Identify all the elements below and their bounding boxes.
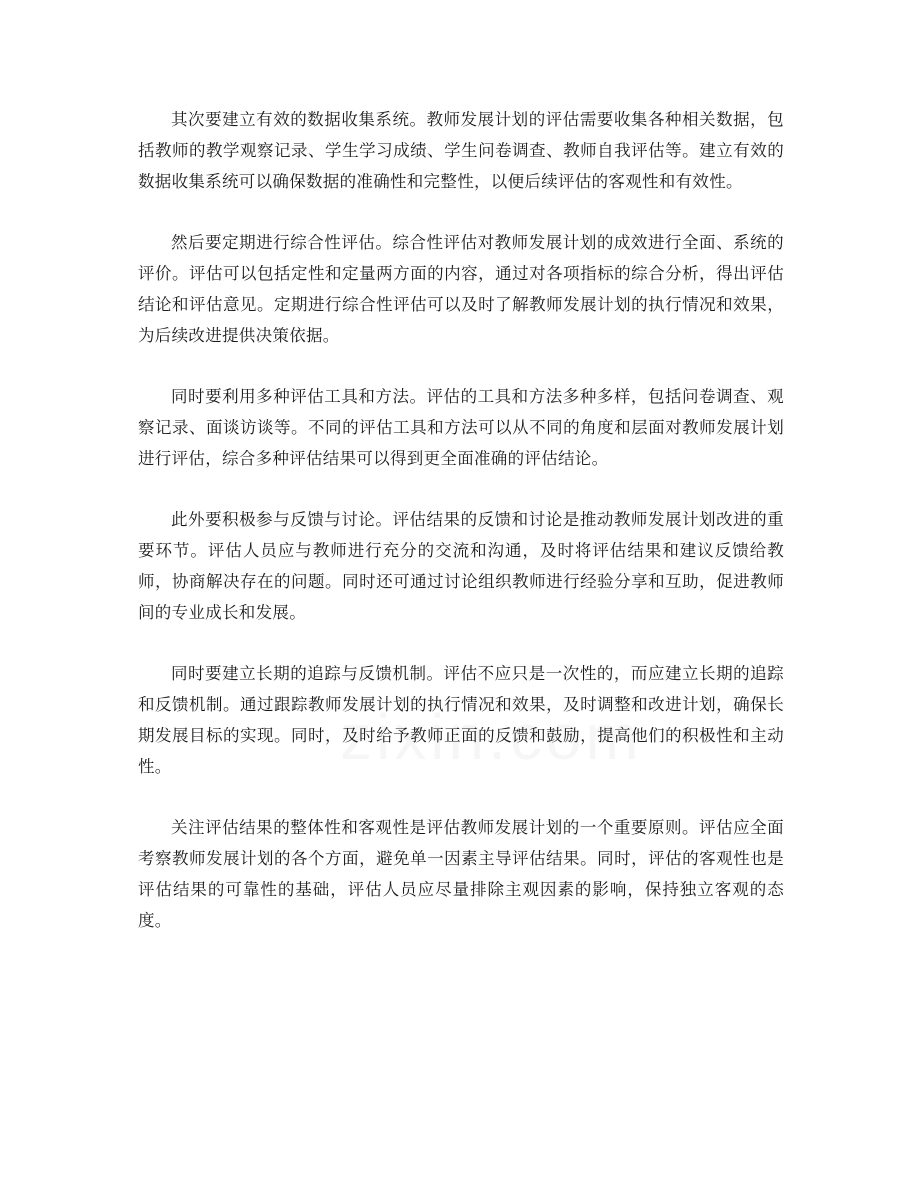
document-body [138,104,784,966]
paragraph: 此外要积极参与反馈与讨论。评估结果的反馈和讨论是推动教师发展计划改进的重要环节。评估人员应与教师进行充分的交流和沟通，及时将评估结果和建议反馈给教师，协商解决存在的问题。同时还可通过讨论组织教师进行经验分享和互助，促进教师间的专业成长和发展。 [138,510,784,622]
paragraph: 同时要利用多种评估工具和方法。评估的工具和方法多种多样，包括问卷调查、观察记录、面谈访谈等。不同的评估工具和方法可以从不同的角度和层面对教师发展计划进行评估，综合多种评估结果可以得到更全面准确的评估结论。 [138,387,784,468]
paragraph: 其次要建立有效的数据收集系统。教师发展计划的评估需要收集各种相关数据，包括教师的教学观察记录、学生学习成绩、学生问卷调查、教师自我评估等。建立有效的数据收集系统可以确保数据的准确性和完整性，以便后续评估的客观性和有效性。 [138,110,784,191]
paragraph: 然后要定期进行综合性评估。综合性评估对教师发展计划的成效进行全面、系统的评价。评估可以包括定性和定量两方面的内容，通过对各项指标的综合分析，得出评估结论和评估意见。定期进行综合性评估可以及时了解教师发展计划的执行情况和效果，为后续改进提供决策依据。 [138,233,784,345]
paragraph: 关注评估结果的整体性和客观性是评估教师发展计划的一个重要原则。评估应全面考察教师发展计划的各个方面，避免单一因素主导评估结果。同时，评估的客观性也是评估结果的可靠性的基础，评估人员应尽量排除主观因素的影响，保持独立客观的态度。 [138,818,784,930]
paragraph: 同时要建立长期的追踪与反馈机制。评估不应只是一次性的，而应建立长期的追踪和反馈机制。通过跟踪教师发展计划的执行情况和效果，及时调整和改进计划，确保长期发展目标的实现。同时，及时给予教师正面的反馈和鼓励，提高他们的积极性和主动性。 [138,664,784,776]
